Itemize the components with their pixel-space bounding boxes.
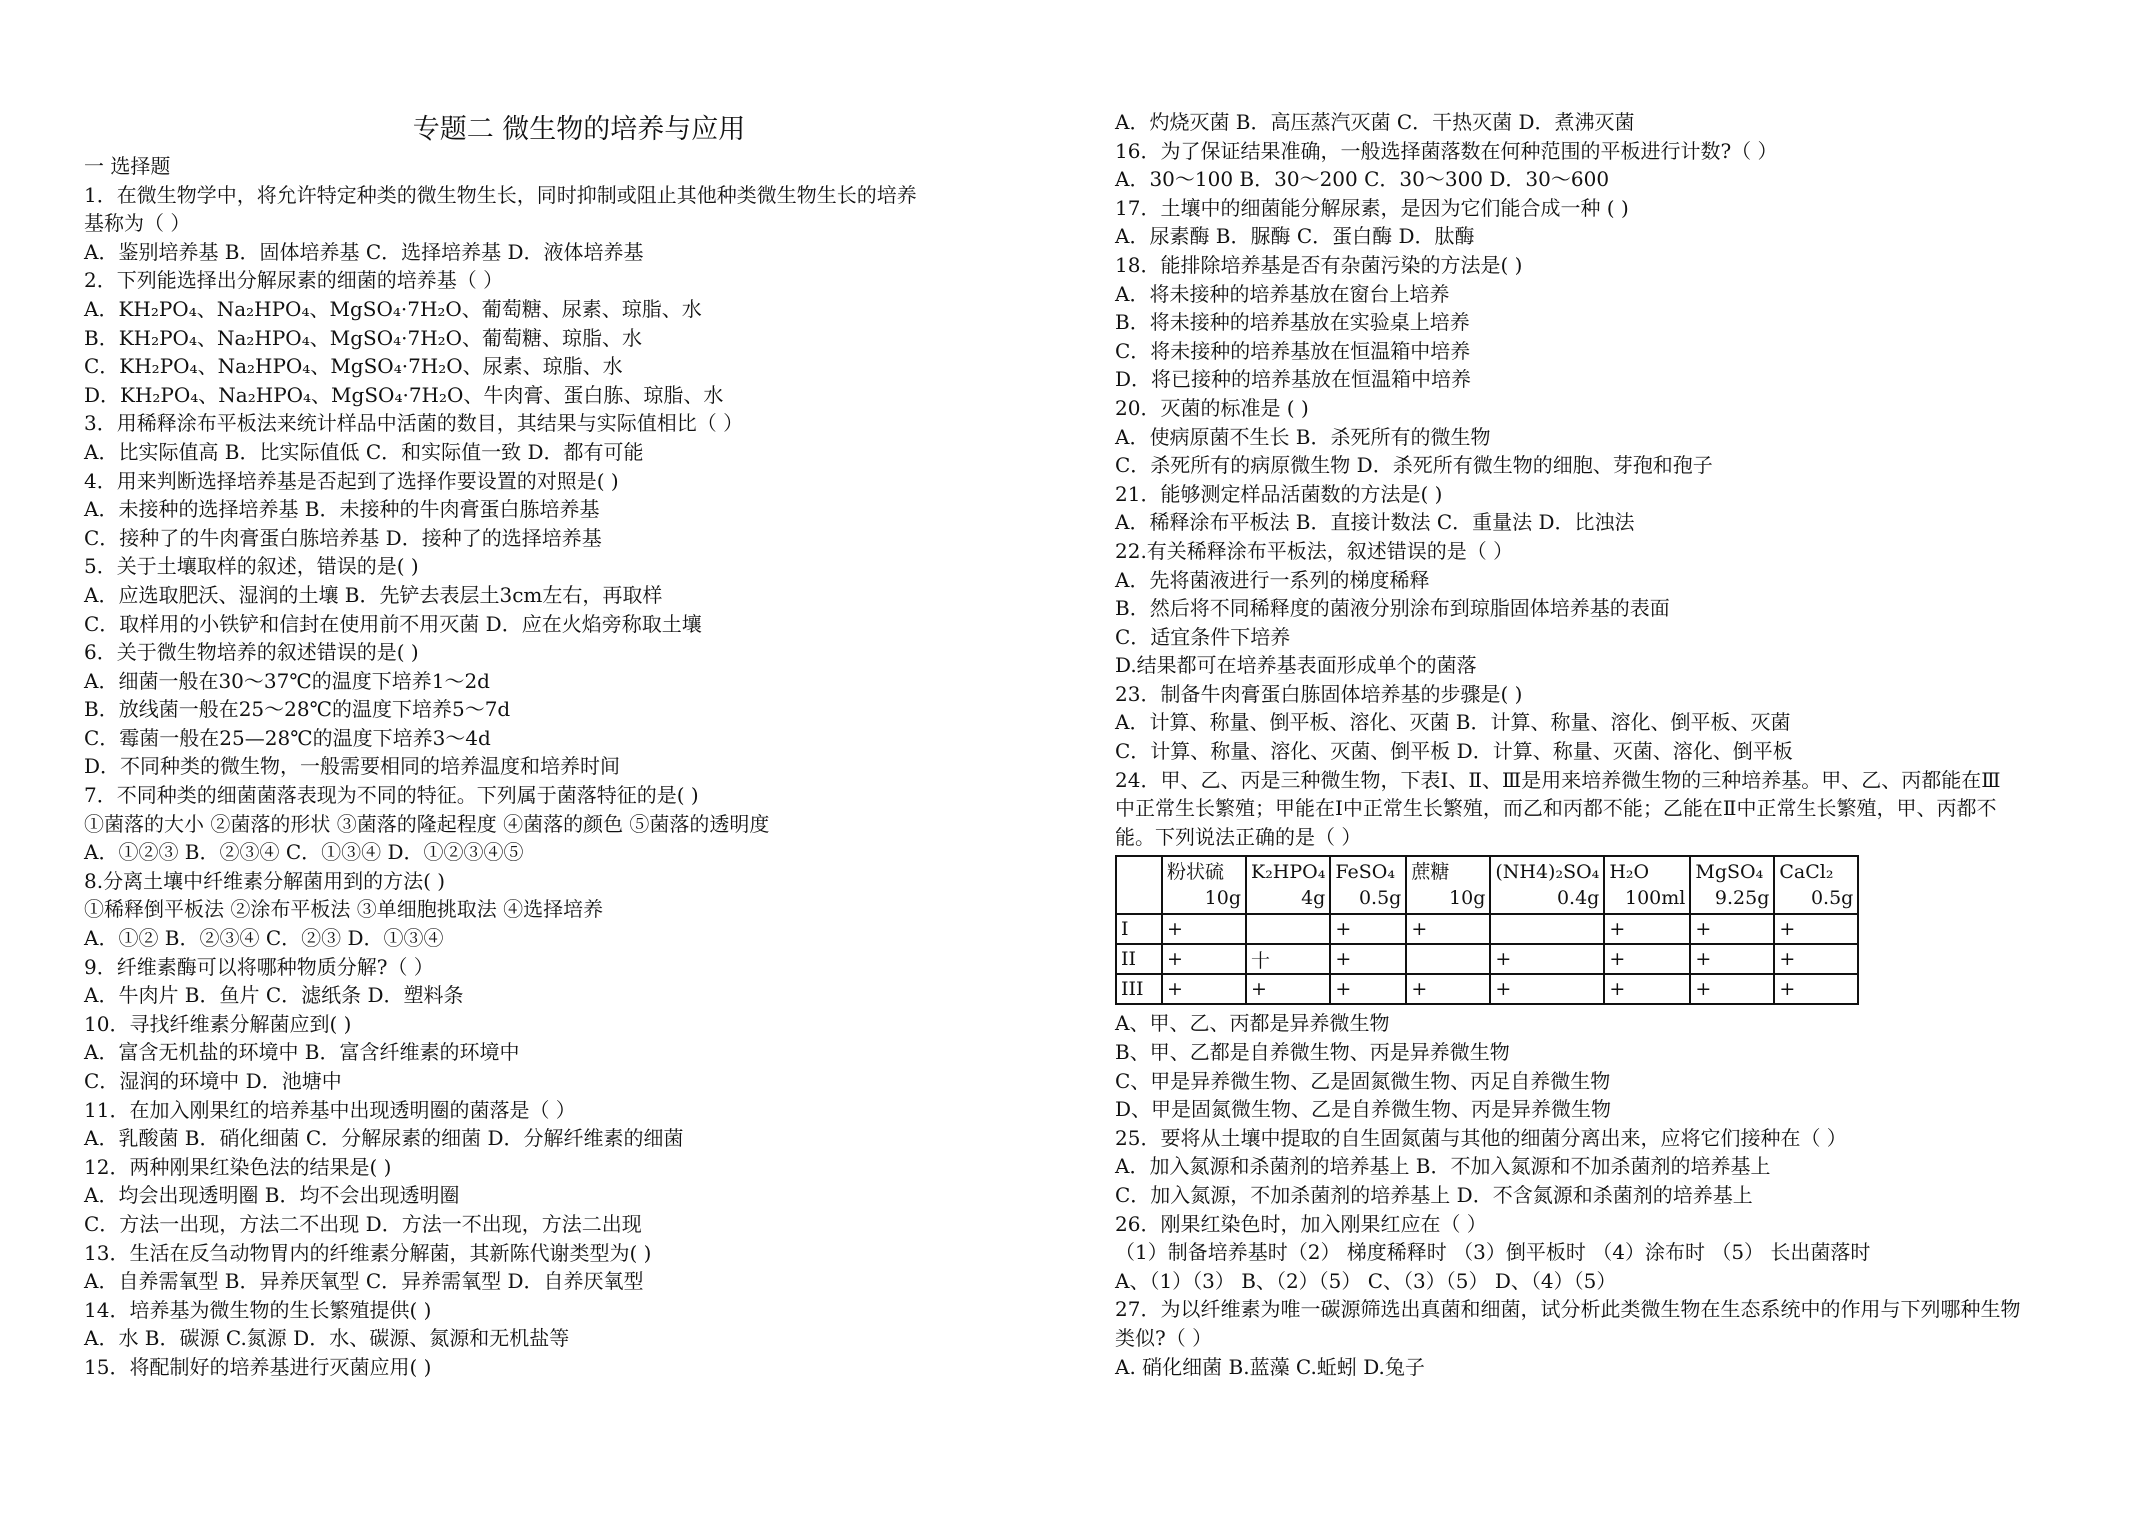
question-line: 6．关于微生物培养的叙述错误的是( ) [84,640,419,665]
question-line: C．计算、称量、溶化、灭菌、倒平板 D．计算、称量、灭菌、溶化、倒平板 [1115,739,1793,764]
question-line: C．KH₂PO₄、Na₂HPO₄、MgSO₄·7H₂O、尿素、琼脂、水 [84,354,623,379]
question-line: A．将未接种的培养基放在窗台上培养 [1115,281,1450,306]
question-line: 18．能排除培养基是否有杂菌污染的方法是( ) [1115,252,1523,277]
header-text: (NH4)₂SO₄ [1495,861,1600,884]
table-header-row [1116,856,1858,914]
question-line: A．计算、称量、倒平板、溶化、灭菌 B．计算、称量、溶化、倒平板、灭菌 [1115,710,1791,735]
table-cell: + [1490,974,1604,1004]
question-line: A．30～100 B．30～200 C．30～300 D．30～600 [1115,167,1610,192]
question-line: 25．要将从土壤中提取的自生固氮菌与其他的细菌分离出来，应将它们接种在（ ） [1115,1125,1847,1150]
table-cell: + [1774,974,1858,1004]
question-line: 5．关于土壤取样的叙述，错误的是( ) [84,554,419,579]
question-line: A．细菌一般在30～37℃的温度下培养1～2d [84,668,490,693]
table-row [1116,974,1858,1004]
table-cell: + [1774,914,1858,944]
question-line: A．KH₂PO₄、Na₂HPO₄、MgSO₄·7H₂O、葡萄糖、尿素、琼脂、水 [84,296,702,321]
header-text: FeSO₄ [1335,861,1395,884]
left-column [84,108,1074,1382]
question-line: D、甲是固氮微生物、乙是自养微生物、丙是异养微生物 [1115,1097,1612,1122]
header-text: CaCl₂ [1779,861,1834,884]
question-line: C．将未接种的培养基放在恒温箱中培养 [1115,338,1471,363]
question-line: D．不同种类的微生物，一般需要相同的培养温度和培养时间 [84,754,621,779]
table-cell: 十 [1246,944,1330,974]
question-line: A．自养需氧型 B．异养厌氧型 C．异养需氧型 D．自养厌氧型 [84,1269,644,1294]
question-line: C．湿润的环境中 D．池塘中 [84,1069,342,1093]
table-header-cell [1490,856,1604,914]
question-line: 21．能够测定样品活菌数的方法是( ) [1115,481,1443,506]
header-text: 蔗糖 [1411,861,1450,884]
header-text: 0.4g [1556,887,1600,910]
header-text: 9.25g [1714,887,1770,910]
medium-table [1115,855,1859,1005]
header-text: 4g [1301,887,1326,910]
question-line: A．未接种的选择培养基 B．未接种的牛肉膏蛋白胨培养基 [84,497,600,522]
question-line: C．霉菌一般在25—28℃的温度下培养3～4d [84,725,491,750]
table-cell: + [1162,974,1246,1004]
question-line: 15．将配制好的培养基进行灭菌应用( ) [84,1354,432,1379]
table-cell: II [1116,944,1162,974]
question-line: C．取样用的小铁铲和信封在使用前不用灭菌 D．应在火焰旁称取土壤 [84,611,702,636]
question-line: 中正常生长繁殖；甲能在Ⅰ中正常生长繁殖，而乙和丙都不能；乙能在Ⅱ中正常生长繁殖，甲、丙都不 [1115,796,1997,821]
table-cell: + [1330,914,1406,944]
question-line: 11．在加入刚果红的培养基中出现透明圈的菌落是（ ） [84,1097,576,1122]
question-line: 20．灭菌的标准是 ( ) [1115,395,1309,420]
question-line: B．放线菌一般在25～28℃的温度下培养5～7d [84,697,511,722]
question-line: 2．下列能选择出分解尿素的细菌的培养基（ ） [84,268,504,293]
question-line: 22.有关稀释涂布平板法，叙述错误的是（ ） [1115,538,1514,563]
question-line: B．然后将不同稀释度的菌液分别涂布到琼脂固体培养基的表面 [1115,596,1670,621]
question-line: A. 硝化细菌 B.蓝藻 C.蚯蚓 D.兔子 [1115,1354,1425,1379]
table-header-cell [1774,856,1858,914]
question-line: A、（1）（3） B、（2）（5） C、（3）（5） D、（4）（5） [1115,1268,1617,1293]
question-line: C．杀死所有的病原微生物 D．杀死所有微生物的细胞、芽孢和孢子 [1115,453,1713,478]
question-line: A．稀释涂布平板法 B．直接计数法 C．重量法 D．比浊法 [1115,510,1635,535]
section-heading: 一 选择题 [84,154,171,178]
table-cell: + [1406,914,1490,944]
question-line: A．①②③ B．②③④ C．①③④ D．①②③④⑤ [84,840,524,865]
table-cell: + [1604,944,1690,974]
table-header-cell [1246,856,1330,914]
question-line: B．KH₂PO₄、Na₂HPO₄、MgSO₄·7H₂O、葡萄糖、琼脂、水 [84,325,643,350]
question-line: 7．不同种类的细菌菌落表现为不同的特征。下列属于菌落特征的是( ) [84,783,699,808]
question-line: 类似?（ ） [1115,1325,1213,1350]
table-cell: + [1330,974,1406,1004]
question-line: 27．为以纤维素为唯一碳源筛选出真菌和细菌，试分析此类微生物在生态系统中的作用与下列哪种生物 [1115,1297,2021,1322]
question-line: B、甲、乙都是自养微生物、丙是异养微生物 [1115,1040,1510,1065]
question-line: 26．刚果红染色时，加入刚果红应在（ ） [1115,1211,1487,1236]
table-row [1116,944,1858,974]
header-text: 粉状硫 [1167,861,1225,884]
question-line: A．鉴别培养基 B．固体培养基 C．选择培养基 D．液体培养基 [84,239,644,264]
table-cell: + [1406,974,1490,1004]
question-line: A．均会出现透明圈 B．均不会出现透明圈 [84,1183,460,1208]
question-line: A．先将菌液进行一系列的梯度稀释 [1115,567,1430,592]
question-line: 13．生活在反刍动物胃内的纤维素分解菌，其新陈代谢类型为( ) [84,1240,652,1265]
table-header-cell [1162,856,1246,914]
header-text: H₂O [1609,861,1650,884]
question-line: D．KH₂PO₄、Na₂HPO₄、MgSO₄·7H₂O、牛肉膏、蛋白胨、琼脂、水 [84,382,724,407]
table-cell: + [1604,914,1690,944]
left-question-list [84,181,1074,1382]
right-question-list-top [1115,108,2115,851]
header-text: 0.5g [1358,887,1402,910]
table-cell: + [1330,944,1406,974]
table-cell: + [1690,974,1774,1004]
question-line: 1．在微生物学中，将允许特定种类的微生物生长，同时抑制或阻止其他种类微生物生长的培养 [84,182,917,207]
question-line: A．加入氮源和杀菌剂的培养基上 B．不加入氮源和不加杀菌剂的培养基上 [1115,1154,1771,1179]
question-line: A．使病原菌不生长 B．杀死所有的微生物 [1115,424,1491,449]
table-cell: + [1490,944,1604,974]
question-line: D.结果都可在培养基表面形成单个的菌落 [1115,653,1477,678]
table-cell: III [1116,974,1162,1004]
right-column [1115,108,2115,1381]
header-text: MgSO₄ [1695,861,1764,884]
question-line: ①稀释倒平板法 ②涂布平板法 ③单细胞挑取法 ④选择培养 [84,897,604,922]
page-title: 专题二 微生物的培养与应用 [412,114,746,145]
question-line: C．方法一出现，方法二不出现 D．方法一不出现，方法二出现 [84,1211,642,1236]
table-header-cell [1330,856,1406,914]
question-line: 9．纤维素酶可以将哪种物质分解?（ ） [84,954,434,979]
question-line: 24．甲、乙、丙是三种微生物，下表Ⅰ、Ⅱ、Ⅲ是用来培养微生物的三种培养基。甲、乙、丙都能在Ⅲ [1115,767,2001,792]
question-line: A、甲、乙、丙都是异养微生物 [1115,1011,1390,1036]
table-header-cell [1406,856,1490,914]
table-cell [1406,944,1490,974]
table-cell: + [1690,914,1774,944]
question-line: 17．土壤中的细菌能分解尿素，是因为它们能合成一种 ( ) [1115,195,1629,220]
question-line: 23．制备牛肉膏蛋白胨固体培养基的步骤是( ) [1115,681,1523,706]
question-line: 3．用稀释涂布平板法来统计样品中活菌的数目，其结果与实际值相比（ ） [84,411,744,436]
table-header-cell [1116,856,1162,914]
table-header-cell [1604,856,1690,914]
header-text: 10g [1204,887,1241,910]
question-line: D．将已接种的培养基放在恒温箱中培养 [1115,367,1472,392]
question-line: C．接种了的牛肉膏蛋白胨培养基 D．接种了的选择培养基 [84,525,602,550]
table-header-cell [1690,856,1774,914]
table-cell: + [1690,944,1774,974]
table-cell: I [1116,914,1162,944]
question-line: （1）制备培养基时（2） 梯度稀释时 （3）倒平板时 （4）涂布时 （5） 长出菌落时 [1115,1240,1871,1265]
header-text: 100ml [1625,887,1686,910]
table-cell [1490,914,1604,944]
question-line: A．富含无机盐的环境中 B．富含纤维素的环境中 [84,1040,520,1065]
question-line: 8.分离土壤中纤维素分解菌用到的方法( ) [84,868,446,893]
question-line: 16．为了保证结果准确，一般选择菌落数在何种范围的平板进行计数?（ ） [1115,138,1778,163]
question-line: C．适宜条件下培养 [1115,624,1291,649]
table-cell: + [1162,944,1246,974]
right-question-list-bottom [1115,1009,2115,1381]
question-line: C、甲是异养微生物、乙是固氮微生物、丙足自养微生物 [1115,1068,1611,1093]
table-cell: + [1162,914,1246,944]
question-line: A．比实际值高 B．比实际值低 C．和实际值一致 D．都有可能 [84,439,644,464]
header-text: 10g [1449,887,1486,910]
table-cell [1246,914,1330,944]
question-line: C．加入氮源，不加杀菌剂的培养基上 D．不含氮源和杀菌剂的培养基上 [1115,1183,1753,1207]
question-line: 10．寻找纤维素分解菌应到( ) [84,1011,352,1036]
question-line: 12．两种刚果红染色法的结果是( ) [84,1154,392,1179]
question-line: A．水 B．碳源 C.氮源 D．水、碳源、氮源和无机盐等 [84,1326,570,1351]
question-line: A．应选取肥沃、湿润的土壤 B．先铲去表层土3cm左右，再取样 [84,582,663,607]
question-line: A．灼烧灭菌 B．高压蒸汽灭菌 C．干热灭菌 D．煮沸灭菌 [1115,110,1635,134]
question-line: 能。下列说法正确的是（ ） [1115,824,1362,849]
question-line: 4．用来判断选择培养基是否起到了选择作要设置的对照是( ) [84,468,619,493]
header-text: K₂HPO₄ [1251,861,1326,884]
question-line: ①菌落的大小 ②菌落的形状 ③菌落的隆起程度 ④菌落的颜色 ⑤菌落的透明度 [84,811,770,836]
question-line: A．尿素酶 B．脲酶 C．蛋白酶 D．肽酶 [1115,224,1475,249]
question-line: B．将未接种的培养基放在实验桌上培养 [1115,310,1470,335]
question-line: A．牛肉片 B．鱼片 C．滤纸条 D．塑料条 [84,983,464,1008]
header-text: 0.5g [1810,887,1854,910]
question-line: 14．培养基为微生物的生长繁殖提供( ) [84,1297,432,1322]
table-row [1116,914,1858,944]
table-cell: + [1604,974,1690,1004]
table-cell: + [1774,944,1858,974]
question-line: A．乳酸菌 B．硝化细菌 C．分解尿素的细菌 D．分解纤维素的细菌 [84,1126,684,1151]
table-cell: + [1246,974,1330,1004]
question-line: 基称为（ ） [84,211,191,236]
question-line: A．①② B．②③④ C．②③ D．①③④ [84,926,444,951]
